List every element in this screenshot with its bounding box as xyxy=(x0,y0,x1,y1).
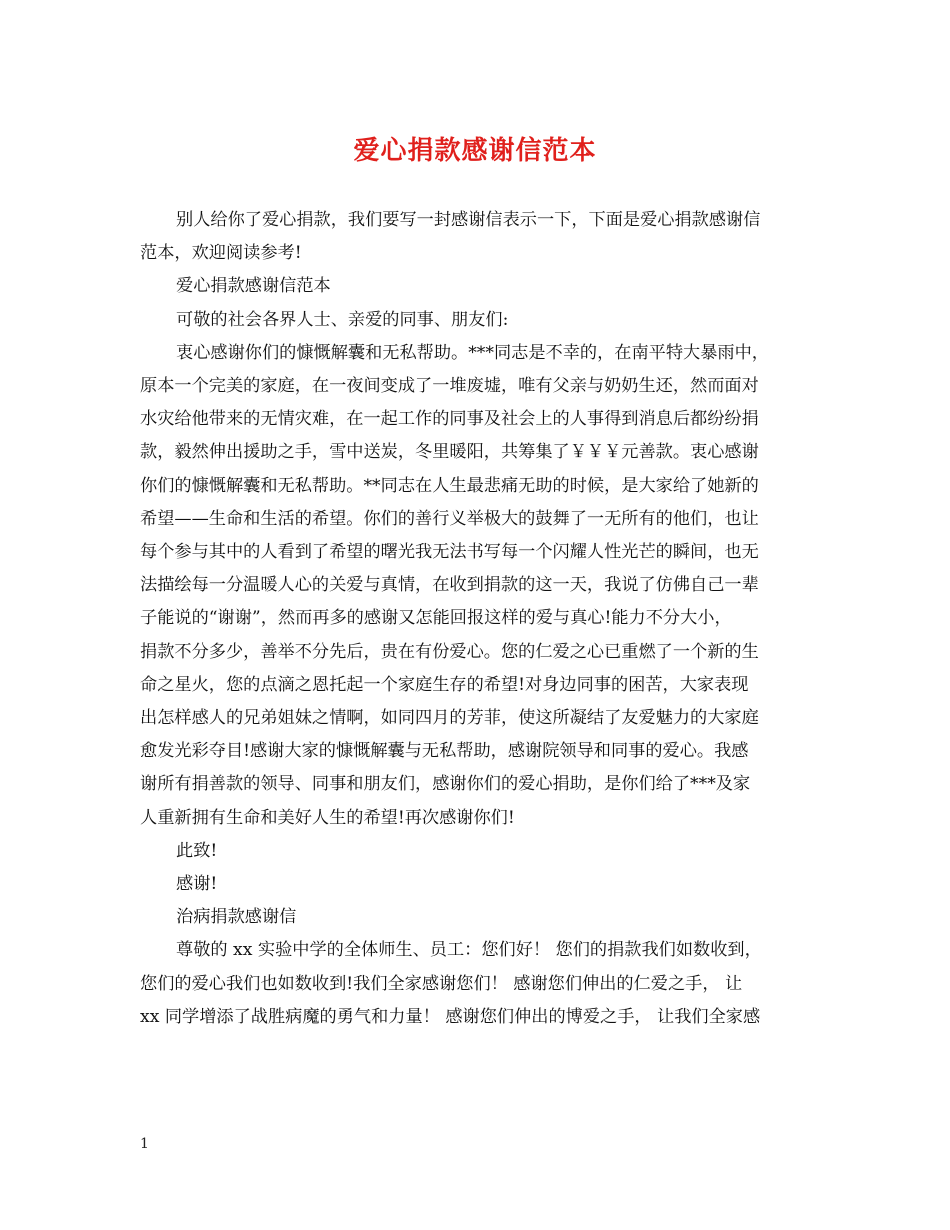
second-paragraph xyxy=(140,934,815,1034)
main-line: 你们的慷慨解囊和无私帮助。**同志在人生最悲痛无助的时候，是大家给了她新的 xyxy=(140,475,759,496)
closing-line: 此致! xyxy=(176,840,218,861)
intro-paragraph xyxy=(140,204,815,270)
main-line: 希望——生命和生活的希望。你们的善行义举极大的鼓舞了一无所有的他们，也让 xyxy=(140,508,759,529)
main-line: 捐款不分多少，善举不分先后，贵在有份爱心。您的仁爱之心已重燃了一个新的生 xyxy=(140,641,759,662)
main-line: 出怎样感人的兄弟姐妹之情啊，如同四月的芳菲，使这所凝结了友爱魅力的大家庭 xyxy=(140,708,759,729)
intro-line: 范本，欢迎阅读参考! xyxy=(140,243,302,264)
main-line: 原本一个完美的家庭，在一夜间变成了一堆废墟，唯有父亲与奶奶生还，然而面对 xyxy=(140,376,759,397)
main-line: 谢所有捐善款的领导、同事和朋友们，感谢你们的爱心捐助，是你们给了***及家 xyxy=(140,774,751,795)
main-line: 衷心感谢你们的慷慨解囊和无私帮助。***同志是不幸的，在南平特大暴雨中， xyxy=(176,342,769,363)
main-line: 水灾给他带来的无情灾难，在一起工作的同事及社会上的人事得到消息后都纷纷捐 xyxy=(140,409,759,430)
closing-line: 感谢! xyxy=(176,874,218,895)
second-line: 尊敬的 xx 实验中学的全体师生、员工：您们好！ 您们的捐款我们如数收到， xyxy=(176,940,762,961)
document-body xyxy=(140,204,815,1034)
main-line: 子能说的“谢谢”，然而再多的感谢又怎能回报这样的爱与真心!能力不分大小， xyxy=(140,608,732,629)
main-line: 人重新拥有生命和美好人生的希望!再次感谢你们! xyxy=(140,807,515,828)
page-number: 1 xyxy=(140,1136,149,1152)
second-line: 您们的爱心我们也如数收到!我们全家感谢您们！ 感谢您们伸出的仁爱之手， 让 xyxy=(140,973,743,994)
second-line: xx 同学增添了战胜病魔的勇气和力量！ 感谢您们伸出的博爱之手， 让我们全家感 xyxy=(140,1006,761,1027)
main-line: 法描绘每一分温暖人心的关爱与真情，在收到捐款的这一天，我说了仿佛自己一辈 xyxy=(140,575,759,596)
document-title: 爱心捐款感谢信范本 xyxy=(353,136,597,166)
main-paragraph xyxy=(140,337,815,835)
salutation: 可敬的社会各界人士、亲爱的同事、朋友们: xyxy=(176,309,509,330)
intro-line: 别人给你了爱心捐款，我们要写一封感谢信表示一下，下面是爱心捐款感谢信 xyxy=(176,210,761,230)
main-line: 愈发光彩夺目!感谢大家的慷慨解囊与无私帮助，感谢院领导和同事的爱心。我感 xyxy=(140,741,749,762)
main-line: 命之星火，您的点滴之恩托起一个家庭生存的希望!对身边同事的困苦，大家表现 xyxy=(140,674,749,695)
letter-subtitle: 爱心捐款感谢信范本 xyxy=(176,276,331,297)
section-title: 治病捐款感谢信 xyxy=(176,907,297,928)
main-line: 每个参与其中的人看到了希望的曙光我无法书写每一个闪耀人性光芒的瞬间，也无 xyxy=(140,542,759,563)
main-line: 款，毅然伸出援助之手，雪中送炭，冬里暖阳，共筹集了￥￥￥元善款。衷心感谢 xyxy=(140,442,759,463)
